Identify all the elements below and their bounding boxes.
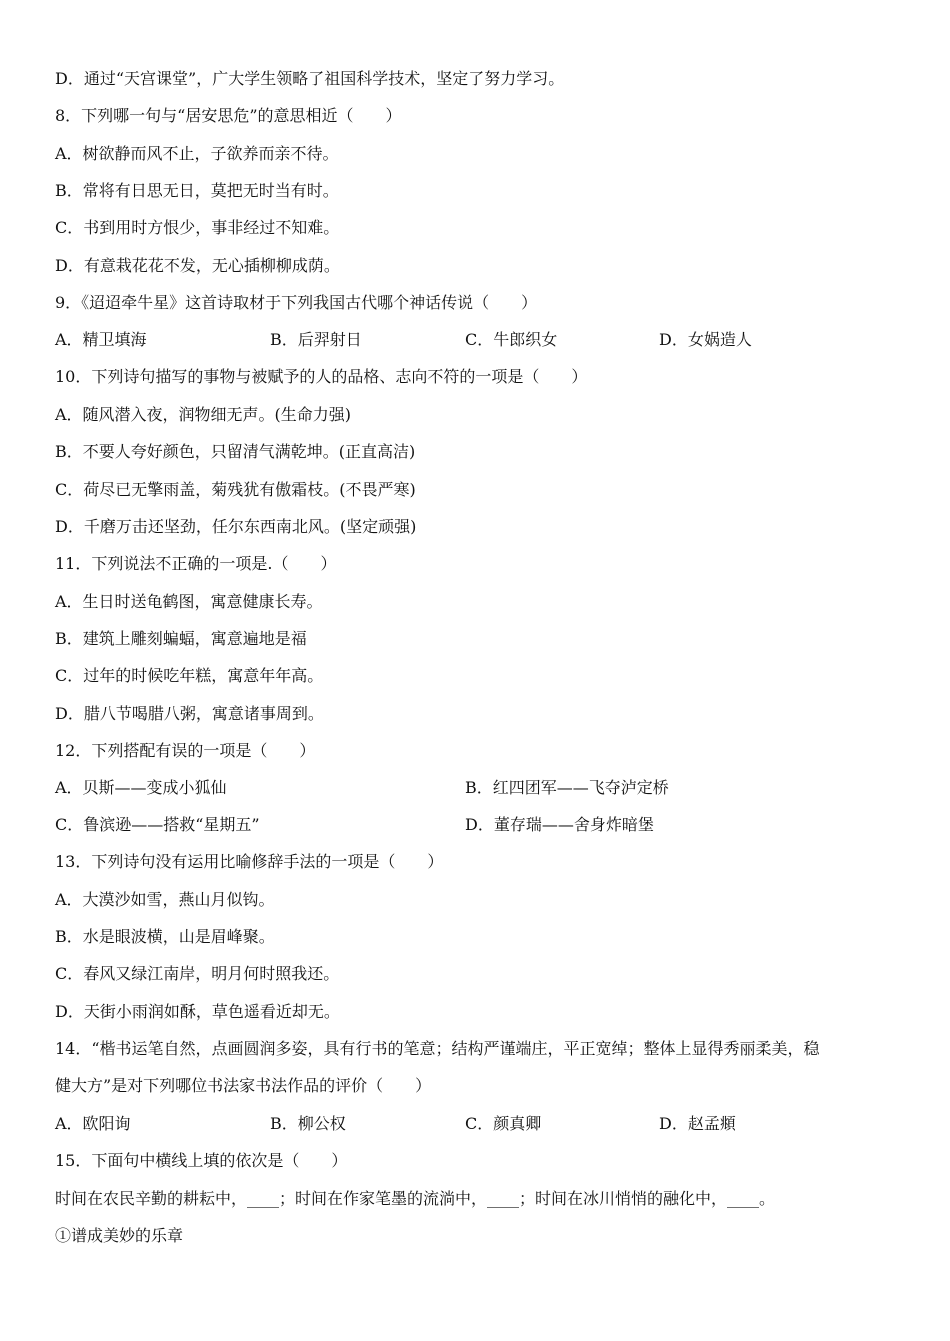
q12-option-b: B．红四团军——飞夺泸定桥 (465, 778, 669, 797)
q15-sentence: 时间在农民辛勤的耕耘中，____；时间在作家笔墨的流淌中，____；时间在冰川悄悄的融化中，____。 (55, 1189, 776, 1208)
q8-option-d: D．有意栽花花不发，无心插柳柳成荫。 (55, 256, 340, 275)
question-11: 11．下列说法不正确的一项是.（ ） (55, 554, 337, 573)
q13-option-a: A．大漠沙如雪，燕山月似钩。 (55, 890, 275, 909)
question-14-line1: 14．“楷书运笔自然，点画圆润多姿，具有行书的笔意；结构严谨端庄，平正宽绰；整体上显得秀丽柔美，稳 (55, 1039, 820, 1058)
q9-option-b: B．后羿射日 (270, 330, 362, 349)
q7-option-d: D．通过“天宫课堂”，广大学生领略了祖国科学技术，坚定了努力学习。 (55, 69, 565, 88)
q12-options-row1 (55, 775, 895, 801)
question-8: 8．下列哪一句与“居安思危”的意思相近（ ） (55, 106, 402, 125)
q10-option-c: C．荷尽已无擎雨盖，菊残犹有傲霜枝。(不畏严寒) (55, 480, 416, 499)
q12-options-row2 (55, 812, 895, 838)
q13-option-d: D．天街小雨润如酥，草色遥看近却无。 (55, 1002, 340, 1021)
q12-option-c: C．鲁滨逊——搭救“星期五” (55, 815, 260, 834)
q11-option-b: B．建筑上雕刻蝙蝠，寓意遍地是福 (55, 629, 307, 648)
q13-option-c: C．春风又绿江南岸，明月何时照我还。 (55, 964, 340, 983)
q9-option-a: A．精卫填海 (55, 330, 147, 349)
q9-option-d: D．女娲造人 (659, 330, 752, 349)
q13-option-b: B．水是眼波横，山是眉峰聚。 (55, 927, 275, 946)
q15-choice-1: ①谱成美妙的乐章 (55, 1226, 184, 1245)
q8-option-b: B．常将有日思无日，莫把无时当有时。 (55, 181, 339, 200)
q12-option-a: A．贝斯——变成小狐仙 (55, 778, 227, 797)
q8-option-a: A．树欲静而风不止，子欲养而亲不待。 (55, 144, 339, 163)
q14-option-a: A．欧阳询 (55, 1114, 131, 1133)
q10-option-a: A．随风潜入夜，润物细无声。(生命力强) (55, 405, 352, 424)
question-12: 12．下列搭配有误的一项是（ ） (55, 741, 316, 760)
q10-option-b: B．不要人夸好颜色，只留清气满乾坤。(正直高洁) (55, 442, 416, 461)
q14-option-d: D．赵孟頫 (659, 1114, 736, 1133)
question-13: 13．下列诗句没有运用比喻修辞手法的一项是（ ） (55, 852, 444, 871)
q10-option-d: D．千磨万击还坚劲，任尔东西南北风。(坚定顽强) (55, 517, 417, 536)
question-10: 10．下列诗句描写的事物与被赋予的人的品格、志向不符的一项是（ ） (55, 367, 588, 386)
q11-option-c: C．过年的时候吃年糕，寓意年年高。 (55, 666, 324, 685)
q9-options (55, 327, 895, 353)
q11-option-a: A．生日时送龟鹤图，寓意健康长寿。 (55, 592, 323, 611)
q14-option-c: C．颜真卿 (465, 1114, 542, 1133)
question-15: 15．下面句中横线上填的依次是（ ） (55, 1151, 348, 1170)
q14-option-b: B．柳公权 (270, 1114, 346, 1133)
question-9: 9．《迢迢牵牛星》这首诗取材于下列我国古代哪个神话传说（ ） (55, 293, 538, 312)
q11-option-d: D．腊八节喝腊八粥，寓意诸事周到。 (55, 704, 324, 723)
question-14-line2: 健大方”是对下列哪位书法家书法作品的评价（ ） (55, 1076, 432, 1095)
q14-options (55, 1111, 895, 1137)
q12-option-d: D．董存瑞——舍身炸暗堡 (465, 815, 654, 834)
q9-option-c: C．牛郎织女 (465, 330, 558, 349)
q8-option-c: C．书到用时方恨少，事非经过不知难。 (55, 218, 340, 237)
